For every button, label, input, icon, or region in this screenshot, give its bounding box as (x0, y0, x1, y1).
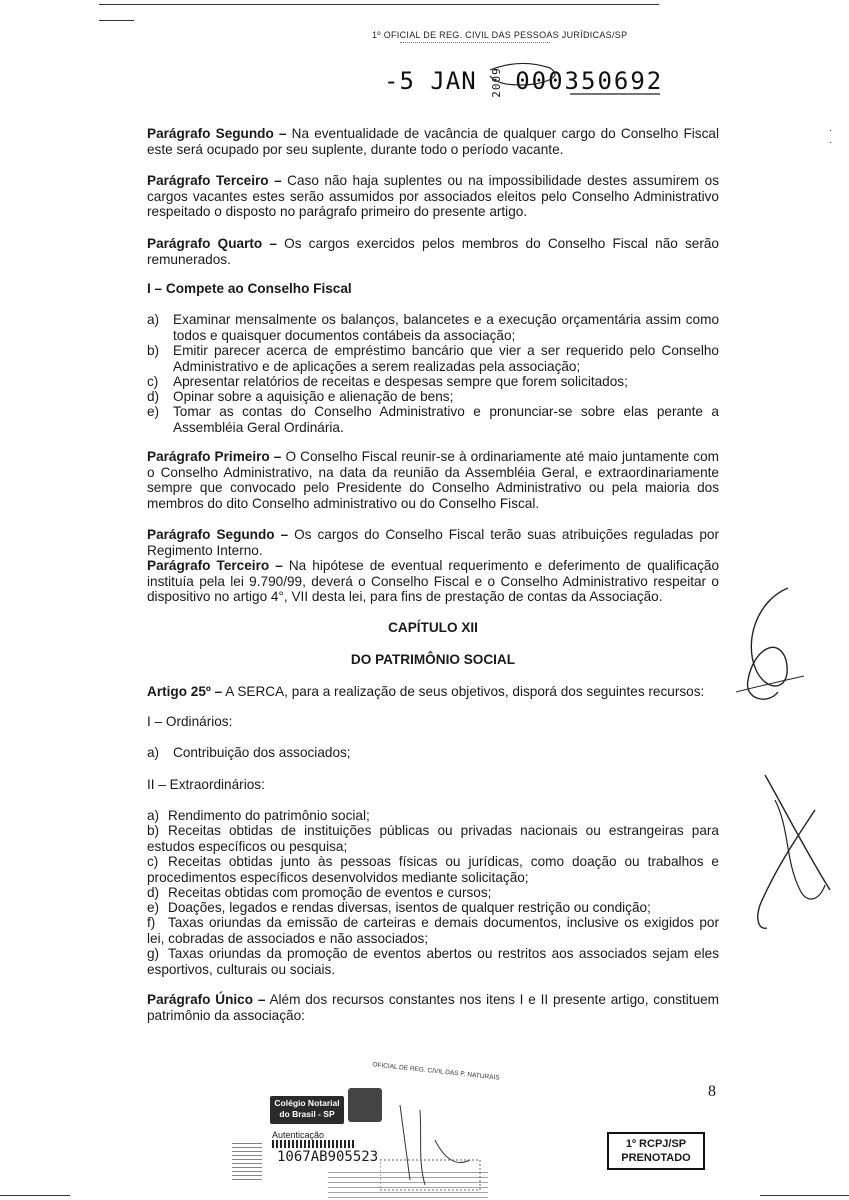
list-letter: g) (147, 946, 160, 961)
list-item (147, 389, 719, 405)
list-letter: a) (147, 745, 160, 760)
protocol-number: 000350692 (515, 67, 664, 95)
paragraph-text: Caso não haja suplentes ou na impossibilidade destes assumirem os cargos vacantes estes serão assumidos por associados eleitos pelo Conselho Administrativo respeitado o disposto no parágrafo primeiro do presente artigo. (147, 173, 719, 219)
notary-seal-emblem (348, 1088, 382, 1122)
list-letter: b) (147, 823, 160, 838)
paragraph-quarto (147, 236, 719, 267)
paragraph-text: Além dos recursos constantes nos itens I e II presente artigo, constituem patrimônio da associação: (147, 992, 720, 1023)
list-letter: d) (147, 885, 160, 900)
paragraph-label: Parágrafo Terceiro – (147, 173, 282, 188)
chapter-title: DO PATRIMÔNIO SOCIAL (350, 652, 516, 667)
margin-dots: · · (829, 125, 833, 148)
date-day-month: -5 JAN (384, 67, 477, 95)
list-text: Receitas obtidas de instituições públicas ou privadas nacionais ou estrangeiras para estudos específicos ou pesquisa; (147, 823, 719, 854)
list-item (147, 374, 719, 390)
bottom-left-rule (0, 1195, 70, 1196)
list-text: Rendimento do patrimônio social; (168, 808, 370, 823)
list-item (147, 404, 719, 435)
paragraph-terceiro-1 (147, 173, 719, 220)
paragraph-label: Parágrafo Primeiro – (147, 449, 282, 464)
rcpj-line-1: 1º RCPJ/SP (625, 1138, 687, 1150)
artigo-25 (147, 684, 719, 700)
list-text: Taxas oriundas da promoção de eventos abertos ou restritos aos associados sejam eles esportivos, culturais ou sociais. (147, 946, 719, 977)
left-corner-rule (99, 20, 134, 21)
extraordinarios-heading: II – Extraordinários: (147, 777, 265, 792)
list-item (147, 745, 719, 761)
seal-line-1: Colégio Notarial (274, 1098, 340, 1108)
auth-barcode-strip (272, 1140, 354, 1148)
list-letter: c) (147, 374, 159, 389)
artigo-text: A SERCA, para a realização de seus objetivos, disporá dos seguintes recursos: (222, 684, 705, 699)
notary-seal-badge (270, 1096, 344, 1124)
bottom-registry-lines (328, 1170, 488, 1198)
top-rule (99, 4, 659, 5)
list-letter: d) (147, 389, 160, 404)
office-stamp-subline (400, 42, 550, 45)
list-text: Tomar as contas do Conselho Administrativo e pronunciar-se sobre elas perante a Assembléia Geral Ordinária. (173, 404, 719, 435)
paragraph-unico (147, 992, 719, 1023)
list-text: Contribuição dos associados; (173, 745, 351, 760)
signature-initials-2 (745, 770, 845, 940)
paragraph-segundo-2 (147, 527, 719, 558)
paragraph-terceiro-2 (147, 558, 719, 605)
paragraph-primeiro (147, 449, 719, 511)
paragraph-text: Os cargos do Conselho Fiscal terão suas atribuições reguladas por Regimento Interno. (147, 527, 719, 558)
date-stamp-scribble (420, 58, 665, 103)
list-letter: e) (147, 404, 160, 419)
paragraph-text: Na hipótese de eventual requerimento e deferimento de qualificação instituía pela lei 9.790/99, deverá o Conselho Fiscal e o Conselho Administrativo respeitar o dispositivo no artigo 4°, VII desta lei, para fins de prestação de contas da Associação. (147, 558, 719, 604)
bottom-right-rule (760, 1195, 849, 1196)
date-year: 2009 (489, 66, 503, 98)
list-letter: c) (147, 854, 159, 869)
list-text: Apresentar relatórios de receitas e despesas sempre que forem solicitados; (173, 374, 628, 389)
list-item (147, 900, 719, 916)
list-item (147, 343, 719, 374)
paragraph-label: Parágrafo Segundo – (147, 527, 289, 542)
list-item (147, 823, 719, 854)
list-item (147, 854, 719, 885)
list-text: Taxas oriundas da emissão de carteiras e demais documentos, inclusive os exigidos por lei, cobradas de associados e não associados; (147, 915, 719, 946)
list-text: Opinar sobre a aquisição e alienação de bens; (173, 389, 454, 404)
chapter-number: CAPÍTULO XII (388, 620, 478, 635)
list-letter: e) (147, 900, 160, 915)
paragraph-label: Parágrafo Terceiro – (147, 558, 283, 573)
list-text: Examinar mensalmente os balanços, balancetes e a execução orçamentária assim como todos e quaisquer documentos contábeis da associação; (173, 312, 719, 343)
list-text: Receitas obtidas com promoção de eventos e cursos; (168, 885, 492, 900)
list-letter: a) (147, 312, 160, 327)
list-text: Receitas obtidas junto às pessoas físicas ou jurídicas, como doação ou trabalhos e procedimentos específicos desenvolvidos mediante solicitação; (147, 854, 719, 885)
list-item (147, 312, 719, 343)
paragraph-text: O Conselho Fiscal reunir-se à ordinariamente até maio juntamente com o Conselho Administrativo, na data da reunião da Assembléia Geral, e extraordinariamente sempre que convocado pelo Presidente do Conselho Administrativo ou pela maioria dos membros do dito Conselho administrativo ou do Conselho Fiscal. (147, 449, 720, 511)
seal-line-2: do Brasil - SP (279, 1109, 335, 1119)
list-item (147, 915, 719, 946)
list-item (147, 808, 740, 824)
list-letter: a) (147, 808, 160, 823)
registry-stamp-text: OFICIAL DE REG. CIVIL DAS P. NATURAIS (372, 1061, 500, 1082)
page-number: 8 (708, 1083, 716, 1100)
auth-label: Autenticação (272, 1128, 352, 1145)
auth-code: 1067AB905523 (277, 1149, 379, 1165)
auth-side-marks (232, 1140, 262, 1180)
list-text: Doações, legados e rendas diversas, isentos de qualquer restrição ou condição; (168, 900, 651, 915)
signature-initials-1 (728, 580, 808, 710)
paragraph-label: Parágrafo Segundo – (147, 126, 287, 141)
paragraph-text: Na eventualidade de vacância de qualquer cargo do Conselho Fiscal este será ocupado por seu suplente, durante todo o período vacante. (147, 126, 719, 157)
list-letter: f) (147, 915, 156, 930)
ordinarios-heading: I – Ordinários: (147, 714, 233, 729)
list-letter: b) (147, 343, 160, 358)
paragraph-text: Os cargos exercidos pelos membros do Conselho Fiscal não serão remunerados. (147, 236, 719, 267)
office-stamp: 1º OFICIAL DE REG. CIVIL DAS PESSOAS JURÍDICAS/SP (372, 30, 628, 40)
paragraph-segundo-1 (147, 126, 719, 157)
rcpj-stamp (607, 1132, 705, 1170)
paragraph-label: Parágrafo Único – (147, 992, 266, 1007)
artigo-label: Artigo 25º – (147, 684, 223, 699)
list-item (147, 946, 719, 977)
list-text: Emitir parecer acerca de empréstimo bancário que vier a ser requerido pelo Conselho Administrativo e de aplicações a serem realizadas pela associação; (173, 343, 719, 374)
rcpj-line-2: PRENOTADO (621, 1152, 691, 1164)
compete-heading: I – Compete ao Conselho Fiscal (147, 281, 352, 296)
list-item (147, 885, 719, 901)
paragraph-label: Parágrafo Quarto – (147, 236, 277, 251)
